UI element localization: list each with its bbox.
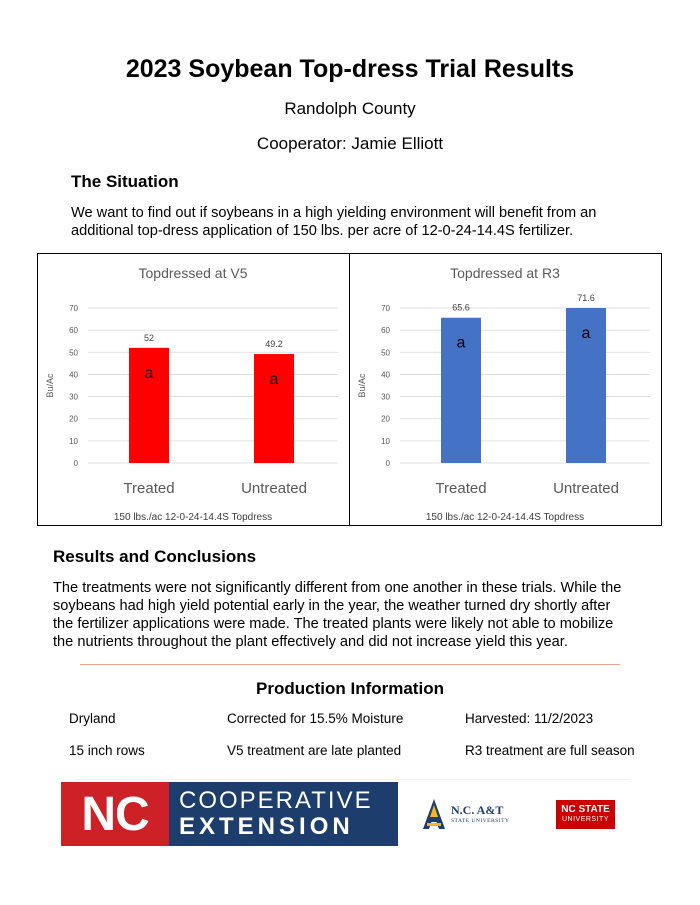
section-divider [80,664,620,665]
aggie-mark-icon [423,799,445,829]
nc-cooperative-extension-logo [61,782,398,846]
ncstate-line2: UNIVERSITY [561,816,609,823]
ncstate-line1: NC STATE [561,804,610,815]
results-line: the nutrients throughout the plant effectively and did not increase yield this year. [53,634,568,650]
data-label: 49.2 [265,339,283,350]
y-tick-label: 0 [385,459,390,468]
chart-v5 [38,254,350,525]
results-line: soybeans had high yield potential early in the year, the weather turned dry shortly after [53,598,611,614]
x-axis-label: 150 lbs./ac 12-0-24-14.4S Topdress [113,512,273,523]
y-tick-label: 10 [381,436,390,446]
ncstate-logo [556,800,615,829]
results-line: the fertilizer applications were made. The treated plants were likely not able to mobilize [53,616,614,632]
y-tick-label: 50 [381,348,390,358]
nc-logo-wordmark [169,782,398,846]
production-cell: V5 treatment are late planted [227,743,402,758]
significance-letter: a [456,334,466,352]
ncat-logo [423,799,523,831]
situation-text [71,204,596,240]
data-label: 71.6 [577,293,595,303]
production-cell: 15 inch rows [69,743,145,758]
footer-separator [75,779,630,780]
significance-letter: a [144,364,154,382]
y-tick-label: 30 [381,392,390,402]
y-tick-label: 70 [69,304,78,313]
data-label: 52 [143,332,155,343]
y-tick-label: 10 [69,436,78,446]
situation-heading: The Situation [71,172,179,191]
county-subtitle: Randolph County [284,99,416,118]
cooperator-subtitle: Cooperator: Jamie Elliott [256,134,444,153]
y-tick-label: 20 [69,414,78,424]
nc-logo-letters: NC [61,782,169,846]
chart-title: Topdressed at V5 [138,265,248,281]
production-cell: Dryland [69,711,116,726]
category-label: Untreated [553,480,619,497]
y-tick-label: 60 [381,326,390,336]
production-cell: Corrected for 15.5% Moisture [227,711,404,726]
y-tick-label: 30 [69,392,78,402]
results-text [53,579,621,651]
y-tick-label: 0 [73,459,78,468]
ncat-sub: STATE UNIVERSITY [451,818,510,824]
x-axis-label: 150 lbs./ac 12-0-24-14.4S Topdress [425,512,585,523]
y-tick-label: 40 [381,370,390,380]
charts-panel [37,253,662,526]
y-axis-label: Bu/Ac [357,373,367,398]
results-heading: Results and Conclusions [53,547,257,566]
ncat-name: N.C. A&T [451,803,504,817]
chart-title: Topdressed at R3 [450,265,560,281]
category-label: Untreated [241,480,307,497]
nc-logo-line1: COOPERATIVE [179,787,373,814]
y-tick-label: 40 [69,370,78,380]
y-axis-label: Bu/Ac [45,373,55,398]
production-cell: R3 treatment are full season [465,743,635,758]
nc-logo-line2: EXTENSION [179,813,354,840]
category-label: Treated [123,480,175,497]
page-title: 2023 Soybean Top-dress Trial Results [125,55,575,83]
data-label: 65.6 [452,302,470,313]
significance-letter: a [269,371,279,389]
production-cell: Harvested: 11/2/2023 [465,711,594,726]
situation-line: We want to find out if soybeans in a high yielding environment will benefit from an [71,205,597,221]
category-label: Treated [435,480,487,497]
chart-r3 [349,254,662,525]
results-line: The treatments were not significantly different from one another in these trials. While the [53,580,622,596]
y-tick-label: 50 [69,348,78,358]
situation-line: additional top-dress application of 150 lbs. per acre of 12-0-24-14.4S fertilizer. [71,223,574,239]
y-tick-label: 20 [381,414,390,424]
production-heading: Production Information [256,679,444,698]
y-tick-label: 70 [381,304,390,313]
significance-letter: a [581,325,591,342]
y-tick-label: 60 [69,326,78,336]
